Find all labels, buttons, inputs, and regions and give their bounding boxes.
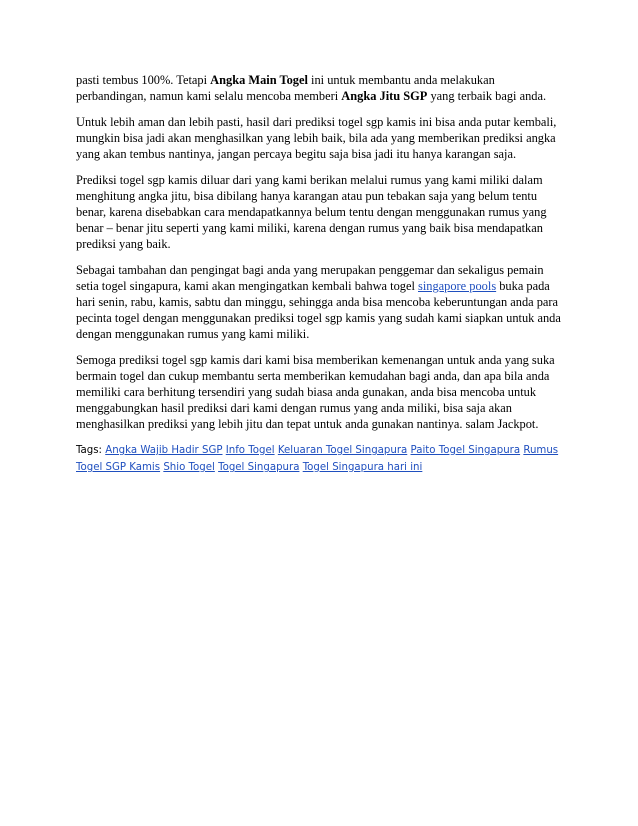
keyword-angka-jitu-sgp: Angka Jitu SGP <box>341 89 428 103</box>
paragraph-4 <box>76 262 566 342</box>
paragraph-1-text-c: yang terbaik bagi anda. <box>427 89 547 103</box>
tag-link[interactable]: Angka Wajib Hadir SGP <box>105 445 223 456</box>
tag-link[interactable]: Shio Togel <box>163 462 215 473</box>
document-page <box>76 72 566 476</box>
singapore-pools-link[interactable]: singapore pools <box>418 279 497 293</box>
paragraph-1-text-a: pasti tembus 100%. Tetapi <box>76 73 211 87</box>
paragraph-2: Untuk lebih aman dan lebih pasti, hasil dari prediksi togel sgp kamis ini bisa anda putar kembali, mungkin bisa jadi akan menghasilkan yang lebih baik, bila ada yang memberikan prediksi angka yang akan tembus nantinya, jangan percaya begitu saja bisa jadi itu hanya karangan saja. <box>76 115 557 161</box>
paragraph-1-text-b: ini untuk membantu anda melakukan perbandingan, namun kami selalu mencoba memberi <box>76 73 495 103</box>
tags-label: Tags: <box>76 445 102 456</box>
keyword-angka-main-togel: Angka Main Togel <box>210 73 308 87</box>
tag-link[interactable]: Togel Singapura <box>218 462 300 473</box>
tag-link[interactable]: Keluaran Togel Singapura <box>277 445 408 456</box>
paragraph-4-text-b: buka pada hari senin, rabu, kamis, sabtu dan minggu, sehingga anda bisa mencoba keberuntungan anda para pecinta togel dengan menggunakan prediksi togel sgp kamis yang sudah kami siapkan untuk anda dengan menggunakan rumus yang kami miliki. <box>76 279 561 341</box>
tag-link[interactable]: Togel Singapura hari ini <box>302 462 423 473</box>
tag-link[interactable]: Info Togel <box>225 445 275 456</box>
paragraph-5: Semoga prediksi togel sgp kamis dari kami bisa memberikan kemenangan untuk anda yang suka bermain togel dan cukup membantu serta memberikan kemudahan bagi anda, dan apa bila anda memiliki cara berhitung tersendiri yang sudah biasa anda gunakan, anda bisa mencoba untuk menggabungkan hasil prediksi dari kami dengan rumus yang anda miliki, bisa saja akan menghasilkan prediksi yang lebih jitu dan tepat untuk anda gunakan nantinya. salam Jackpot. <box>76 353 555 431</box>
tag-link[interactable]: Paito Togel Singapura <box>410 445 521 456</box>
paragraph-1 <box>76 72 566 104</box>
tags-list <box>76 442 566 476</box>
paragraph-4-text-a: Sebagai tambahan dan pengingat bagi anda yang merupakan penggemar dan sekaligus pemain setia togel singapura, kami akan mengingatkan kembali bahwa togel <box>76 263 544 293</box>
paragraph-3: Prediksi togel sgp kamis diluar dari yang kami berikan melalui rumus yang kami miliki dalam menghitung angka jitu, bisa dibilang hanya karangan atau pun tebakan saja yang belum tentu benar, karena disebabkan cara mendapatkannya belum tentu dengan menggunakan rumus yang benar – benar jitu seperti yang kami miliki, karena dengan rumus yang baik bisa mendapatkan prediksi yang baik. <box>76 173 547 251</box>
tag-link[interactable]: Rumus Togel SGP Kamis <box>76 445 559 473</box>
